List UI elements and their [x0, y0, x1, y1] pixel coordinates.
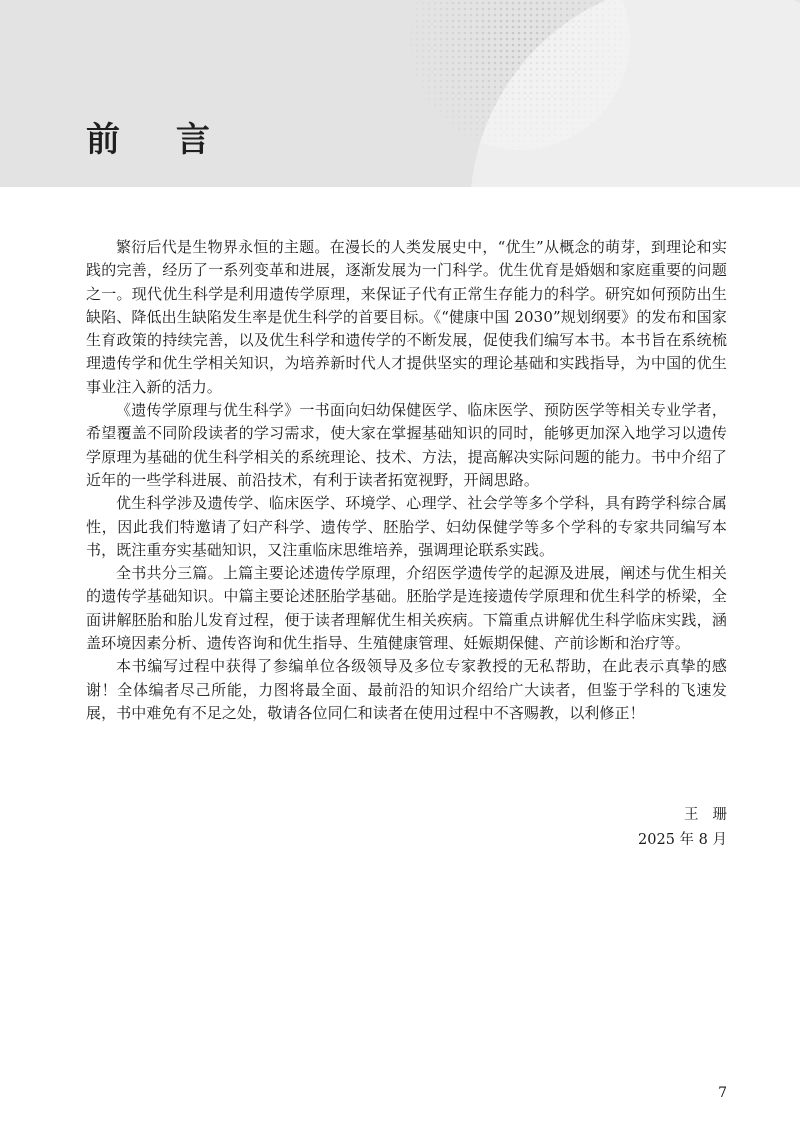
preface-body: [86, 236, 727, 725]
paragraph: 繁衍后代是生物界永恒的主题。在漫长的人类发展史中，“优生”从概念的萌芽，到理论和实践的完善，经历了一系列变革和进展，逐渐发展为一门科学。优生优育是婚姻和家庭重要的问题之一。现代优生科学是利用遗传学原理，来保证子代有正常生存能力的科学。研究如何预防出生缺陷、降低出生缺陷发生率是优生科学的首要目标。《“健康中国 2030”规划纲要》的发布和国家生育政策的持续完善，以及优生科学和遗传学的不断发展，促使我们编写本书。本书旨在系统梳理遗传学和优生学相关知识，为培养新时代人才提供坚实的理论基础和实践指导，为中国的优生事业注入新的活力。: [86, 238, 727, 396]
signature-block: [638, 803, 741, 853]
paragraph: 《遗传学原理与优生科学》一书面向妇幼保健医学、临床医学、预防医学等相关专业学者，希望覆盖不同阶段读者的学习需求，使大家在掌握基础知识的同时，能够更加深入地学习以遗传学原理为基础的优生科学相关的系统理论、技术、方法，提高解决实际问题的能力。书中介绍了近年的一些学科进展、前沿技术，有利于读者拓宽视野，开阔思路。: [86, 401, 727, 489]
paragraph: 优生科学涉及遗传学、临床医学、环境学、心理学、社会学等多个学科，具有跨学科综合属性，因此我们特邀请了妇产科学、遗传学、胚胎学、妇幼保健学等多个学科的专家共同编写本书，既注重夯实基础知识，又注重临床思维培养，强调理论联系实践。: [86, 494, 727, 559]
page-title: 前 言: [86, 120, 232, 160]
author-name: 王珊: [684, 807, 741, 823]
page-number: 7: [718, 1085, 727, 1101]
paragraph: 全书共分三篇。上篇主要论述遗传学原理，介绍医学遗传学的起源及进展，阐述与优生相关的遗传学基础知识。中篇主要论述胚胎学基础。胚胎学是连接遗传学原理和优生科学的桥梁，全面讲解胚胎和胎儿发育过程，便于读者理解优生相关疾病。下篇重点讲解优生科学临床实践，涵盖环境因素分析、遗传咨询和优生指导、生殖健康管理、妊娠期保健、产前诊断和治疗等。: [86, 564, 727, 653]
signature-date: 2025 年 8 月: [638, 832, 727, 848]
header-band: [0, 0, 800, 187]
paragraph: 本书编写过程中获得了参编单位各级领导及多位专家教授的无私帮助，在此表示真挚的感谢！全体编者尽己所能，力图将最全面、最前沿的知识介绍给广大读者，但鉴于学科的飞速发展，书中难免有不足之处，敬请各位同仁和读者在使用过程中不吝赐教，以利修正！: [86, 657, 727, 722]
